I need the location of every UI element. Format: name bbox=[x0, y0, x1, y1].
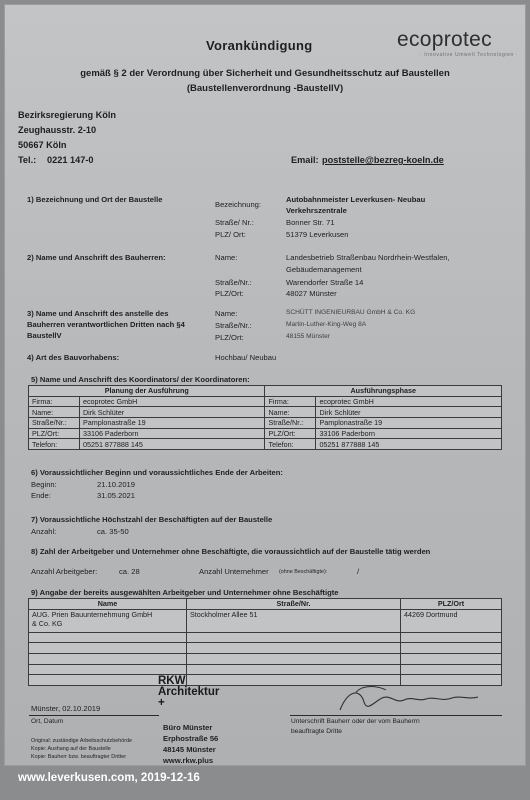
stamp-rkw: RKW bbox=[158, 675, 186, 687]
s3-value-strasse: Martin-Luther-King-Weg 8A bbox=[286, 321, 367, 328]
stamp-office: Büro Münster bbox=[163, 723, 213, 732]
s6-label-ende: Ende: bbox=[31, 491, 51, 500]
table-row bbox=[29, 428, 502, 439]
s6-label-beginn: Beginn: bbox=[31, 480, 57, 489]
row-label: Firma: bbox=[265, 396, 316, 407]
table-row bbox=[29, 643, 502, 654]
subtitle-abbrev: (Baustellenverordnung -BaustellV) bbox=[186, 83, 344, 94]
s2-value-name-2: Gebäudemanagement bbox=[286, 265, 362, 274]
cell-strasse: Stockholmer Allee 51 bbox=[187, 609, 401, 632]
signature-line bbox=[290, 715, 502, 716]
cell-value: 05251 877888 145 bbox=[316, 439, 502, 450]
authority-email-label: Email: bbox=[291, 155, 319, 165]
distribution-note-2: Kopie: Aushang auf der Baustelle bbox=[31, 746, 111, 752]
s3-label-name: Name: bbox=[215, 309, 238, 318]
employer-table bbox=[28, 598, 502, 686]
table-row bbox=[29, 609, 502, 632]
cell-plz: 44269 Dortmund bbox=[401, 609, 502, 632]
table-header-row bbox=[29, 386, 502, 397]
s1-label-strasse: Straße/ Nr.: bbox=[215, 218, 254, 227]
section-7-heading: 7) Voraussichtliche Höchstzahl der Beschäftigten auf der Baustelle bbox=[31, 515, 273, 524]
stamp-city: 48145 Münster bbox=[163, 745, 216, 754]
signature-label-2: beauftragte Dritte bbox=[291, 728, 342, 735]
authority-tel: 0221 147-0 bbox=[47, 155, 94, 165]
s2-value-plz: 48027 Münster bbox=[286, 289, 337, 298]
s8-label-arbeitgeber: Anzahl Arbeitgeber: bbox=[31, 567, 98, 576]
subtitle-regulation: gemäß § 2 der Verordnung über Sicherheit und Gesundheitsschutz auf Baustellen bbox=[80, 68, 450, 79]
cell-value: Dirk Schlüter bbox=[316, 407, 502, 418]
s1-value-bezeichnung-1: Autobahnmeister Leverkusen- Neubau bbox=[286, 195, 426, 204]
row-label: Name: bbox=[29, 407, 80, 418]
table-row bbox=[29, 418, 502, 429]
section-3-heading-line-3: BaustellV bbox=[27, 331, 62, 340]
s2-label-name: Name: bbox=[215, 253, 238, 262]
authority-email-link[interactable]: poststelle@bezreg-koeln.de bbox=[322, 155, 444, 165]
row-label: PLZ/Ort: bbox=[265, 428, 316, 439]
cell-value: ecoprotec GmbH bbox=[316, 396, 502, 407]
s7-label: Anzahl: bbox=[31, 527, 57, 536]
s8-value-unternehmer: / bbox=[357, 567, 360, 576]
s1-value-strasse: Bonner Str. 71 bbox=[286, 218, 335, 227]
table-row bbox=[29, 632, 502, 643]
column-header-strasse: Straße/Nr. bbox=[187, 599, 401, 610]
stamp-plus: + bbox=[158, 697, 165, 709]
row-label: Name: bbox=[265, 407, 316, 418]
cell-value: Pamplonastraße 19 bbox=[316, 418, 502, 429]
place-date: Münster, 02.10.2019 bbox=[31, 704, 101, 713]
row-label: Firma: bbox=[29, 396, 80, 407]
cell-name bbox=[29, 609, 187, 632]
row-label: Telefon: bbox=[29, 439, 80, 450]
coordinator-table bbox=[28, 385, 502, 450]
section-9-heading: 9) Angabe der bereits ausgewählten Arbeitgeber und Unternehmer ohne Beschäftigte bbox=[31, 588, 339, 597]
s6-value-beginn: 21.10.2019 bbox=[97, 480, 136, 489]
cell-name-line-2: & Co. KG bbox=[32, 618, 63, 628]
cell-value: 33106 Paderborn bbox=[79, 428, 265, 439]
authority-city: 50667 Köln bbox=[18, 140, 67, 150]
authority-street: Zeughausstr. 2-10 bbox=[18, 125, 97, 135]
date-line bbox=[29, 715, 159, 716]
document-title: Vorankündigung bbox=[206, 38, 313, 53]
section-5-heading: 5) Name und Anschrift des Koordinators/ der Koordinatoren: bbox=[31, 375, 250, 384]
table-header-row bbox=[29, 599, 502, 610]
signature-scribble bbox=[334, 680, 484, 720]
authority-tel-label: Tel.: bbox=[18, 155, 37, 165]
cell-value: 33106 Paderborn bbox=[316, 428, 502, 439]
column-header-name: Name bbox=[29, 599, 187, 610]
signature-label-1: Unterschrift Bauherr oder der vom Bauherrn bbox=[291, 718, 420, 725]
footer-caption: www.leverkusen.com, 2019-12-16 bbox=[18, 772, 200, 784]
table-row bbox=[29, 407, 502, 418]
s1-value-plz: 51379 Leverkusen bbox=[286, 230, 349, 239]
place-date-label: Ort, Datum bbox=[31, 718, 64, 725]
authority-name: Bezirksregierung Köln bbox=[18, 110, 117, 120]
stamp-architektur: Architektur bbox=[158, 686, 220, 698]
row-label: PLZ/Ort: bbox=[29, 428, 80, 439]
s8-value-arbeitgeber: ca. 28 bbox=[119, 567, 140, 576]
s3-label-plz: PLZ/Ort: bbox=[215, 333, 244, 342]
s3-label-strasse: Straße/Nr.: bbox=[215, 321, 252, 330]
ecoprotec-logo: ecoprotec bbox=[397, 28, 492, 51]
s3-value-name: SCHÜTT INGENIEURBAU GmbH & Co. KG bbox=[286, 309, 416, 316]
s1-value-bezeichnung-2: Verkehrszentrale bbox=[286, 206, 347, 215]
s2-value-name-1: Landesbetrieb Straßenbau Nordrhein-Westfalen, bbox=[286, 253, 450, 262]
s3-value-plz: 48155 Münster bbox=[286, 333, 330, 340]
distribution-note-3: Kopie: Bauherr bzw. beauftragter Dritter bbox=[31, 754, 126, 760]
s8-label-unternehmer-small: (ohne Beschäftigte): bbox=[279, 569, 328, 575]
column-header-planung: Planung der Ausführung bbox=[29, 386, 265, 397]
s6-value-ende: 31.05.2021 bbox=[97, 491, 136, 500]
s4-value: Hochbau/ Neubau bbox=[215, 353, 277, 362]
table-row bbox=[29, 439, 502, 450]
s7-value: ca. 35-50 bbox=[97, 527, 129, 536]
logo-tagline: · Innovative Umwelt Technologien · bbox=[420, 52, 519, 58]
section-2-heading: 2) Name und Anschrift des Bauherren: bbox=[27, 253, 166, 262]
section-8-heading: 8) Zahl der Arbeitgeber und Unternehmer ohne Beschäftigte, die voraussichtlich auf der Baustelle tätig werden bbox=[31, 547, 431, 556]
s2-value-strasse: Warendorfer Straße 14 bbox=[286, 278, 364, 287]
stamp-street: Erphostraße 56 bbox=[163, 734, 219, 743]
section-1-heading: 1) Bezeichnung und Ort der Baustelle bbox=[27, 195, 163, 204]
section-3-heading-line-1: 3) Name und Anschrift des anstelle des bbox=[27, 309, 169, 318]
section-4-heading: 4) Art des Bauvorhabens: bbox=[27, 353, 120, 362]
row-label: Straße/Nr.: bbox=[29, 418, 80, 429]
cell-value: 05251 877888 145 bbox=[79, 439, 265, 450]
table-row bbox=[29, 654, 502, 665]
cell-value: Pamplonastraße 19 bbox=[79, 418, 265, 429]
s1-label-bezeichnung: Bezeichnung: bbox=[215, 200, 262, 209]
s2-label-plz: PLZ/Ort: bbox=[215, 289, 244, 298]
cell-value: Dirk Schlüter bbox=[79, 407, 265, 418]
table-row bbox=[29, 396, 502, 407]
section-6-heading: 6) Voraussichtlicher Beginn und voraussichtliches Ende der Arbeiten: bbox=[31, 468, 283, 477]
row-label: Telefon: bbox=[265, 439, 316, 450]
s1-label-plz: PLZ/ Ort: bbox=[215, 230, 246, 239]
column-header-ausfuehrung: Ausführungsphase bbox=[265, 386, 502, 397]
stamp-web: www.rkw.plus bbox=[163, 756, 214, 765]
section-3-heading-line-2: Bauherren verantwortlichen Dritten nach §4 bbox=[27, 320, 185, 329]
column-header-plz: PLZ/Ort bbox=[401, 599, 502, 610]
table-row bbox=[29, 664, 502, 675]
cell-value: ecoprotec GmbH bbox=[79, 396, 265, 407]
s2-label-strasse: Straße/Nr.: bbox=[215, 278, 252, 287]
cell-name-line-1: AUG. Prien Bauunternehmung GmbH bbox=[32, 609, 153, 619]
distribution-note-1: Original: zuständige Arbeitsschutzbehörde bbox=[31, 738, 132, 744]
row-label: Straße/Nr.: bbox=[265, 418, 316, 429]
s8-label-unternehmer: Anzahl Unternehmer bbox=[199, 567, 269, 576]
